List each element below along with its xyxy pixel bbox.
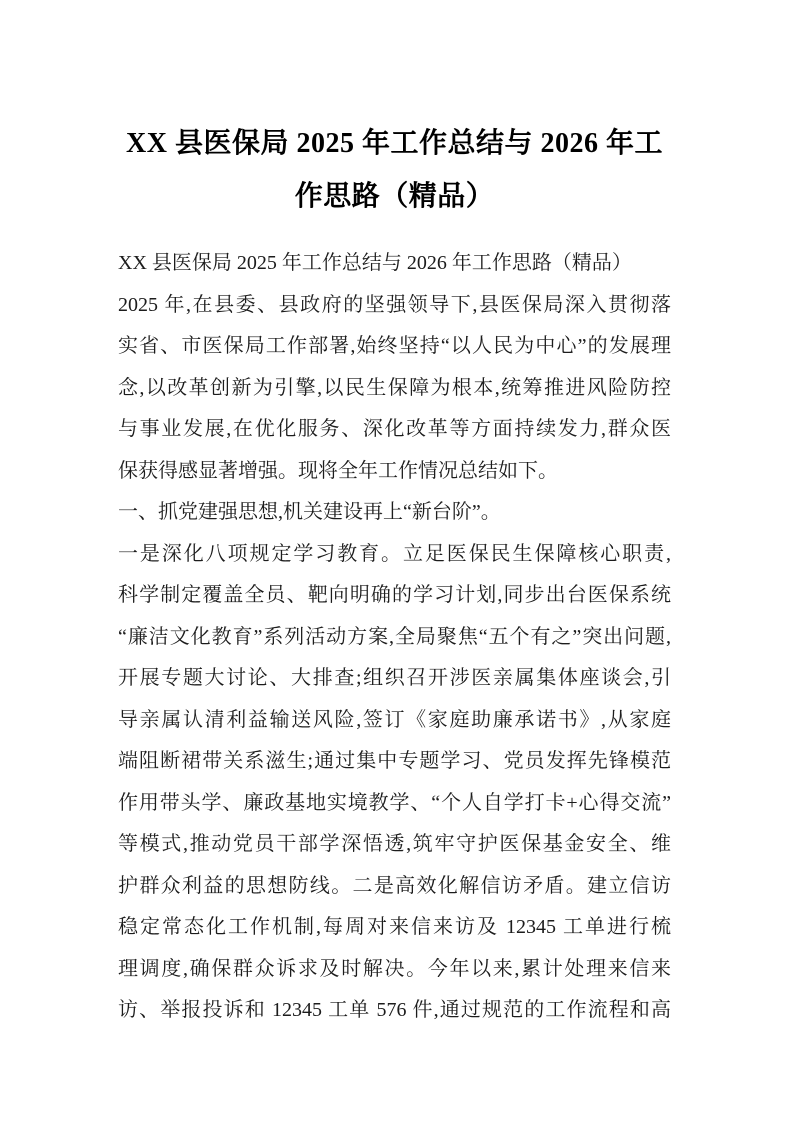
body-line: 一、抓党建强思想,机关建设再上“新台阶”。 — [118, 501, 501, 523]
body-line: 作用带头学、廉政基地实境教学、“个人自学打卡+心得交流” — [118, 791, 671, 814]
body-line: 念,以改革创新为引擎,以民生保障为根本,统筹推进风险防控 — [118, 376, 671, 399]
document-title — [118, 117, 671, 223]
body-line: 稳定常态化工作机制,每周对来信来访及 12345 工单进行梳 — [118, 916, 671, 938]
body-line: 实省、市医保局工作部署,始终坚持“以人民为中心”的发展理 — [118, 335, 671, 357]
body-line: 端阻断裙带关系滋生;通过集中专题学习、党员发挥先锋模范 — [118, 750, 671, 772]
body-line: 保获得感显著增强。现将全年工作情况总结如下。 — [118, 459, 558, 482]
body-line: 与事业发展,在优化服务、深化改革等方面持续发力,群众医 — [118, 418, 671, 440]
body-line: 2025 年,在县委、县政府的坚强领导下,县医保局深入贯彻落 — [118, 293, 671, 316]
body-line: 科学制定覆盖全员、靶向明确的学习计划,同步出台医保系统 — [118, 584, 671, 606]
document-body — [118, 243, 671, 1032]
body-line: 访、举报投诉和 12345 工单 576 件,通过规范的工作流程和高 — [118, 999, 671, 1021]
body-line: 护群众利益的思想防线。二是高效化解信访矛盾。建立信访 — [118, 874, 671, 897]
document-title-line: 作思路（精品） — [294, 181, 495, 212]
body-line: XX 县医保局 2025 年工作总结与 2026 年工作思路（精品） — [118, 252, 632, 274]
body-line: 导亲属认清利益输送风险,签订《家庭助廉承诺书》,从家庭 — [118, 708, 671, 731]
body-line: 等模式,推动党员干部学深悟透,筑牢守护医保基金安全、维 — [118, 833, 671, 855]
document-title-line: XX 县医保局 2025 年工作总结与 2026 年工 — [126, 128, 663, 159]
body-line: “廉洁文化教育”系列活动方案,全局聚焦“五个有之”突出问题, — [118, 625, 671, 648]
body-line: 开展专题大讨论、大排查;组织召开涉医亲属集体座谈会,引 — [118, 667, 671, 689]
body-line: 理调度,确保群众诉求及时解决。今年以来,累计处理来信来 — [118, 957, 671, 980]
body-line: 一是深化八项规定学习教育。立足医保民生保障核心职责, — [118, 542, 671, 565]
